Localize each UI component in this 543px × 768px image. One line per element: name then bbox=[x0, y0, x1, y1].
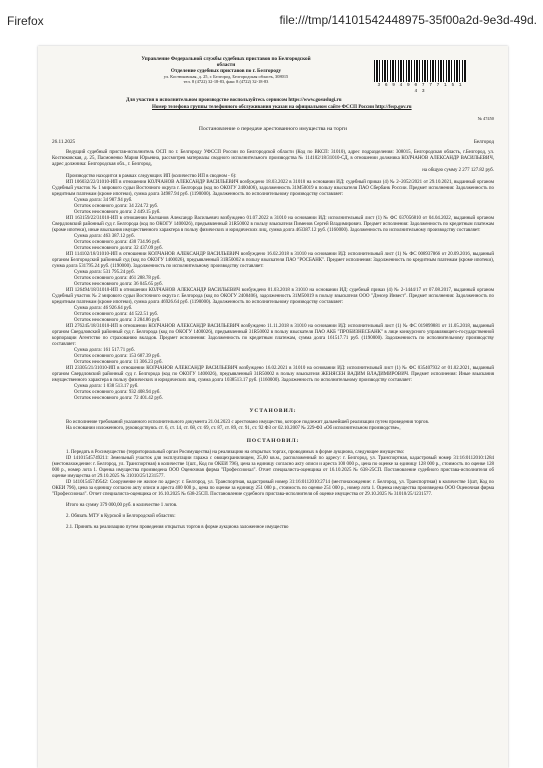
document-header bbox=[52, 54, 494, 110]
order-2-1: 2.1. Принять на реализацию путем проведения открытых торгов в форме аукциона заложенное имущество bbox=[66, 525, 289, 530]
enforcement-entry: ИП 114102/18/31010-ИП в отношении КОЛЧАНОВ АЛЕКСАНДР ВАСИЛЬЕВИЧ возбуждено 16.02.2018 в 31010 на основании ИД: исполнительный лист (1) № ФС 008937866 от 20.09.2016, выданный органом Белгородский районный суд (код по ОКОГУ 1400026), предъявленный 31R50002 в пользу взыскателя ПАО "РОСБАНК". Предмет исполнения: Задолженность по кредитным платежам (кроме ипотеки), сумма долга 531795.24 руб. (1190000). Задолженность по исполнительному производству составляет: bbox=[52, 252, 494, 269]
section-ordered: ПОСТАНОВИЛ: bbox=[246, 438, 300, 444]
order-2: 2. Обязать МТУ в Курской и Белгородской областях: bbox=[66, 514, 176, 519]
fssp-phone-notice bbox=[152, 105, 412, 111]
url-bar[interactable]: file:///tmp/14101542448975-35f00a2d-9e3d-49d. bbox=[279, 13, 537, 27]
document-body bbox=[52, 54, 494, 531]
property-item-1: ID 14101545749211: Земельный участок для эксплуатации гаража с овощехранилищем, 25,00 кв.м., расположенный по адресу: г. Белгород, ул. Транспортная, кадастровый номер 31:16:0112010:1284 (местонахождение: г. Белгород, ул. Транспортная) в количестве 1(шт., Код по ОКЕИ 796), цена за единицу согласно акту описи и ареста 100 000 р., цена по оценке за единицу 128 000 р., стоимость по оценке 128 000 р., номер лота 1. Оценка имущества произведена ООО Оценочная фирма "Профессионал". Отчет специалиста-оценщика от 16.10.2025 № 638-25СП. Постановление судебного пристава-исполнителя об оценке имущества от 29.10.2025 № 31010/25/1231577. bbox=[52, 456, 494, 479]
property-item-2: ID 14101545749542: Сооружение не жилое по адресу: г. Белгород, ул. Транспортная, кадастровый номер 31:16:0112010:2714 (местонахождение: г. Белгород, ул. Транспортная) в количестве 1(шт, Код по ОКЕИ 796), цена за единицу согласно акту описи и ареста 400 000 р., цена по оценке за единицу 251 000 р., стоимость по оценке 251 000 р., номер лота 1. Оценка имущества произведена ООО Оценочная фирма "Профессионал". Отчет специалиста-оценщика от 16.10.2025 № 638-25СП. Постановление судебного пристава-исполнителя об оценке имущества от 29.10.2025 № 31010/25/1231577. bbox=[52, 480, 494, 497]
agency-header bbox=[126, 56, 326, 84]
debt-summary-line: Сумма долга: 46 926.64 руб. bbox=[74, 306, 133, 311]
section-established: УСТАНОВИЛ: bbox=[249, 408, 297, 414]
established-paragraph: Во исполнение требований указанного исполнительного документа 21.04.2023 с арестовано имущество, которое подлежит дальнейшей реализации путем проведения торгов. bbox=[66, 420, 430, 425]
gosuslugi-notice: Для участия в исполнительном производстве воспользуйтесь сервисом https://www.gosuslugi.ru bbox=[126, 98, 342, 103]
debt-summary-line: Сумма долга: 531 795.24 руб. bbox=[74, 270, 135, 275]
enforcement-entries bbox=[52, 180, 494, 402]
order-1: 1. Передать в Росимущество (территориальный орган Росимущества) на реализацию на открытых торгах, проводимых в форме аукциона, следующее имущество: bbox=[66, 450, 405, 455]
header-line: Управление Федеральной службы судебных приставов по Белгородской bbox=[141, 56, 311, 62]
document-title: Постановление о передаче арестованного имущества на торги bbox=[198, 126, 348, 132]
debt-summary-line: Остаток основного долга: 44 522.51 руб. bbox=[74, 312, 159, 317]
debt-summary-line: Остаток неосновного долга: 32 437.09 руб. bbox=[74, 246, 163, 251]
total-lots: Итого на сумму 379 000,00 руб. в количестве 1 лотов. bbox=[66, 503, 178, 508]
total-debt-line: на общую сумму 2 277 127.82 руб. bbox=[422, 168, 494, 173]
fssp-notice-text: Номер телефона группы телефонного обслуживания указан на официальном сайте ФССП России http://fssp.gov.ru bbox=[152, 105, 412, 110]
debt-summary-line: Остаток основного долга: 430 734.96 руб. bbox=[74, 240, 161, 245]
browser-app-name: Firefox bbox=[7, 14, 44, 28]
debt-summary-line: Остаток основного долга: 932 408.94 руб. bbox=[74, 390, 161, 395]
enforcement-entry: ИП 126494/18/31010-ИП в отношении КОЛЧАНОВ АЛЕКСАНДР ВАСИЛЬЕВИЧ возбуждено 01.03.2018 в 31010 на основании ИД: судебный приказ (4) № 2-1444/17 от 07.08.2017, выданный органом Судебный участок № 2 мирового судьи Восточного округа г. Белгорода (код по ОКОГУ 2400406), задолженность 31M50019 в пользу взыскателя ООО "Дэнсер Инвест". Предмет исполнения: Задолженность по кредитным платежам (кроме ипотеки), сумма долга 46926.64 руб. (1190000). Задолженность по исполнительному производству составляет: bbox=[52, 288, 494, 305]
enforcement-entry: ИП 106032/22/31010-ИП в отношении КОЛЧАНОВ АЛЕКСАНДР ВАСИЛЬЕВИЧ возбуждено 18.03.2022 в 31010 на основании ИД: судебный приказ (4) № 2–2052/2021 от 29.10.2021, выданный органом Судебный участок № 1 мирового судьи Восточного округа г. Белгорода (код по ОКОГУ 2400406), задолженность 31M50019 в пользу взыскателя ПАО Сбербанк России. Предмет исполнения: Задолженность по кредитным платежам (кроме ипотеки), сумма долга 34987.94 руб. (1190000). Задолженность по исполнительному производству составляет: bbox=[52, 180, 494, 197]
barcode-number: 3 6 9 4 9 0 7 7 7 1 5 1 4 3 bbox=[377, 83, 463, 94]
debt-summary-line: Остаток неосновного долга: 3 284.86 руб. bbox=[74, 318, 161, 323]
debt-summary-line: Остаток неосновного долга: 36 045.65 руб. bbox=[74, 282, 163, 287]
debt-summary-line: Остаток неосновного долга: 2 449.15 руб. bbox=[74, 210, 161, 215]
composed-line: Производство находится в рамках следующих ИП (количество ИП в сводном - 6): bbox=[66, 174, 237, 179]
browser-titlebar bbox=[0, 0, 543, 42]
intro-paragraph: Ведущий судебный пристав-исполнитель ОСП по г. Белгороду УФССП России по Белгородской области (Код по ВКСП: 31010), адрес подразделения: 308015, Белгородская область, г.Белгород, ул. Костюковская, д. 25, Пасмоненко Мария Юрьевна, рассмотрев материалы сводного исполнительного производства № 114102/18/31010-СД, в отношении должника КОЛЧАНОВ АЛЕКСАНДР ВАСИЛЬЕВИЧ, адрес должника: Белгородская обл., г. Белгород, bbox=[52, 150, 494, 167]
registration-number: № 47450 bbox=[477, 116, 494, 121]
document-page bbox=[38, 46, 508, 768]
enforcement-entry: ИП 163159/22/31010-ИП в отношении Колчанов Александр Васильевич возбуждено 01.07.2022 в 31010 на основании ИД: исполнительный лист (1) № ФС 037056810 от 04.04.2022, выданный органом Свердловский районный суд г. Белгорода (код по ОКОГУ 1400026), предъявленный 31R50002 в пользу взыскателя Пименов Сергей Владимирович. Предмет исполнения: Задолженность по кредитным платежам (кроме ипотеки), иные взыскания имущественного характера в пользу физических и юридических лиц, сумма долга 463387.12 руб. (1160000). Задолженность по исполнительному производству составляет: bbox=[52, 216, 494, 233]
debt-summary-line: Сумма долга: 34 987.94 руб. bbox=[74, 198, 133, 203]
header-line: области bbox=[216, 62, 236, 68]
debt-summary-line: Остаток основного долга: 34 224.72 руб. bbox=[74, 204, 159, 209]
barcode-icon bbox=[374, 60, 466, 82]
header-address: ул. Костюковская, д. 25, г. Белгород, Белгородская область, 308015 bbox=[163, 74, 289, 79]
debt-summary-line: Сумма долга: 463 387.12 руб. bbox=[74, 234, 135, 239]
debt-summary-line: Сумма долга: 1 038 513.17 руб. bbox=[74, 384, 139, 389]
debt-summary-line: Остаток основного долга: 153 687.39 руб. bbox=[74, 354, 161, 359]
debt-summary-line: Сумма долга: 161 517.71 руб. bbox=[74, 348, 135, 353]
debt-summary-line: Остаток основного долга: 461 288.78 руб. bbox=[74, 276, 161, 281]
header-line: Отделение судебных приставов по г. Белгороду bbox=[170, 68, 282, 74]
debt-summary-line: Остаток неосновного долга: 11 306.23 руб. bbox=[74, 360, 163, 365]
header-phone: тел. 8 (4722) 32-18-83, факс 8 (4722) 32-18-83 bbox=[183, 79, 269, 84]
legal-basis-paragraph: На основании изложенного, руководствуясь ст. 6, ст. 14, ст. 68, ст. 69, ст. 87, ст. 89, ст. 91, ст. 92 ФЗ от 02.10.2007 № 229-ФЗ «Об исполнительном производстве», bbox=[66, 426, 401, 431]
enforcement-entry: ИП 23305/21/31010-ИП в отношении КОЛЧАНОВ АЛЕКСАНДР ВАСИЛЬЕВИЧ возбуждено 16.02.2021 в 31010 на основании ИД: исполнительный лист (1) № ФС 035407932 от 01.02.2021, выданный органом Свердловский районный суд г. Белгорода (код по ОКОГУ 1400026), предъявленный 31R50002 в пользу взыскателя ЖЕНЯСЕН ВАДИМ ВЛАДИМИРОВИЧ. Предмет исполнения: Иные взыскания имущественного характера в пользу физических и юридических лиц, сумма долга 1038513.17 руб. (1160000). Задолженность по исполнительному производству составляет: bbox=[52, 366, 494, 383]
document-date: 26.11.2025 bbox=[52, 139, 76, 145]
document-city: Белгород bbox=[473, 139, 494, 145]
enforcement-entry: ИП 276245/18/31010-ИП в отношении КОЛЧАНОВ АЛЕКСАНДР ВАСИЛЬЕВИЧ возбуждено 11.11.2018 в 31010 на основании ИД: исполнительный лист (1) № ФС 019899881 от 11.05.2018, выданный органом Свердловский районный суд г. Белгорода (код по ОКОГУ 1400026), предъявленный 31R50002 в пользу взыскателя ПАО АКБ "ПРОБИЗНЕСБАНК" в лице конкурсного управляющего-государственной корпорации Агентство по страхованию вкладов. Предмет исполнения: Задолженность по кредитным платежам, сумма долга 161517.71 руб. (1190000). Задолженность по исполнительному производству составляет: bbox=[52, 324, 494, 347]
debt-summary-line: Остаток неосновного долга: 72 401.42 руб. bbox=[74, 396, 163, 401]
